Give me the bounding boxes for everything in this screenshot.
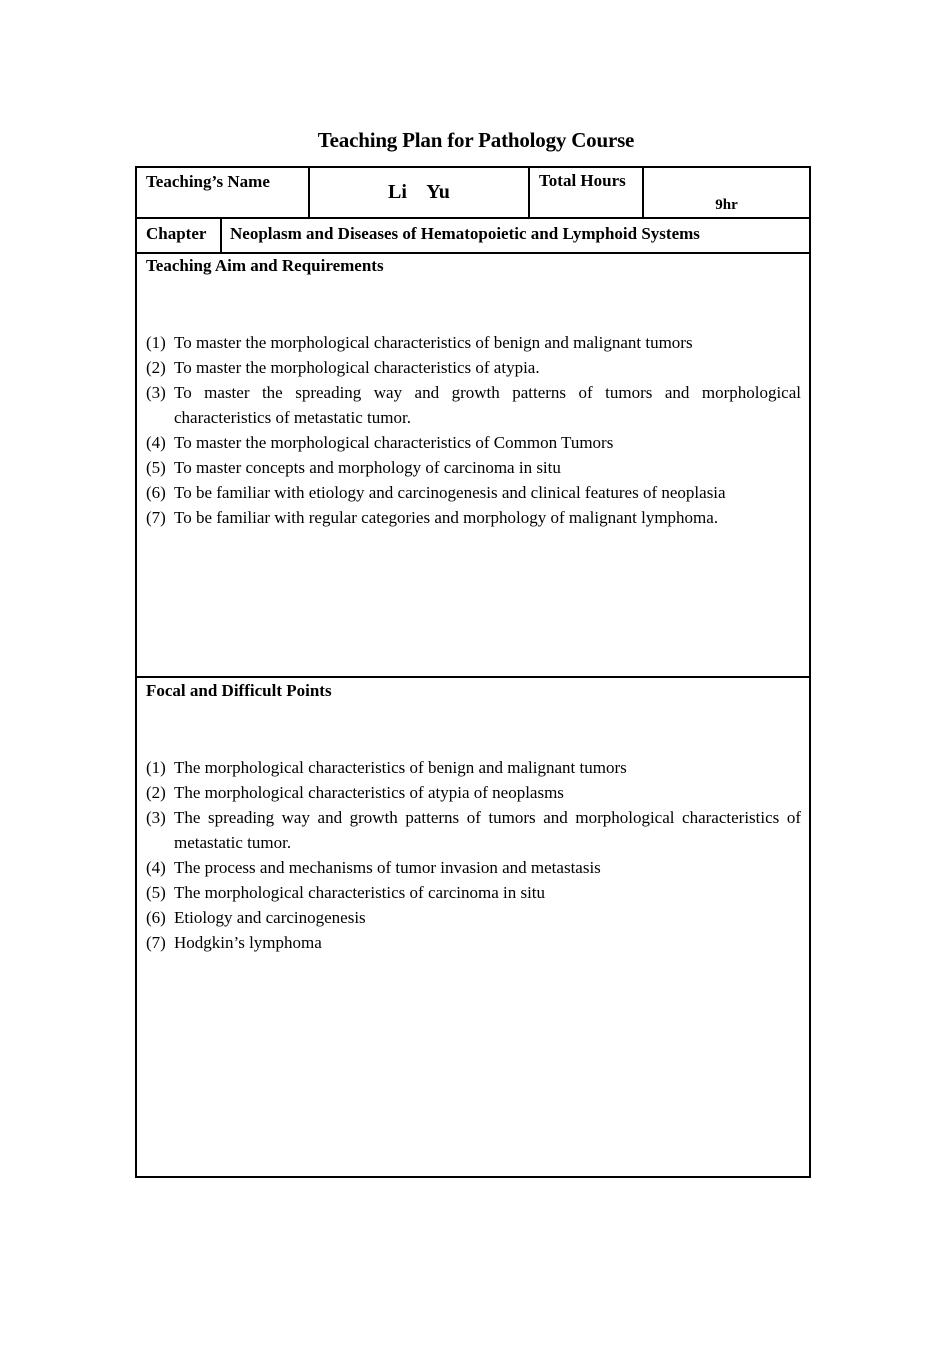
aims-heading: Teaching Aim and Requirements xyxy=(146,256,384,275)
list-item: (4) The process and mechanisms of tumor invasion and metastasis xyxy=(146,858,601,877)
list-item: (3) To master the spreading way and growth patterns of tumors and morphological characteristics of metastatic tumor. xyxy=(146,383,801,427)
list-item: (5) The morphological characteristics of carcinoma in situ xyxy=(146,883,546,902)
list-item: (2) To master the morphological characteristics of atypia. xyxy=(146,358,540,377)
teacher-name-label: Teaching’s Name xyxy=(146,172,270,191)
row-divider-aims xyxy=(137,676,809,678)
aims-list xyxy=(146,330,801,530)
chapter-value: Neoplasm and Diseases of Hematopoietic and Lymphoid Systems xyxy=(230,224,700,243)
list-item: (7) To be familiar with regular categories and morphology of malignant lymphoma. xyxy=(146,508,719,527)
page-title: Teaching Plan for Pathology Course xyxy=(317,128,635,152)
col-divider-chapter xyxy=(220,217,222,252)
list-item: (2) The morphological characteristics of atypia of neoplasms xyxy=(146,783,564,802)
row-divider-chapter xyxy=(137,252,809,254)
list-item: (6) To be familiar with etiology and carcinogenesis and clinical features of neoplasia xyxy=(146,483,726,502)
focal-heading: Focal and Difficult Points xyxy=(146,681,332,700)
list-item: (1) To master the morphological characteristics of benign and malignant tumors xyxy=(146,333,693,352)
list-item: (1) The morphological characteristics of benign and malignant tumors xyxy=(146,758,627,777)
row-divider-header xyxy=(137,217,809,219)
teacher-name-value: Li Yu xyxy=(388,181,450,203)
list-item: (3) The spreading way and growth patterns of tumors and morphological characteristics of metastatic tumor. xyxy=(146,808,801,852)
total-hours-label: Total Hours xyxy=(539,171,626,190)
focal-list xyxy=(146,755,801,955)
list-item: (7) Hodgkin’s lymphoma xyxy=(146,933,322,952)
chapter-label: Chapter xyxy=(146,224,207,243)
col-divider-2 xyxy=(528,168,530,217)
list-item: (6) Etiology and carcinogenesis xyxy=(146,908,366,927)
total-hours-value: 9hr xyxy=(715,197,738,213)
list-item: (4) To master the morphological characteristics of Common Tumors xyxy=(146,433,614,452)
teaching-plan-table xyxy=(135,166,811,1178)
list-item: (5) To master concepts and morphology of carcinoma in situ xyxy=(146,458,561,477)
